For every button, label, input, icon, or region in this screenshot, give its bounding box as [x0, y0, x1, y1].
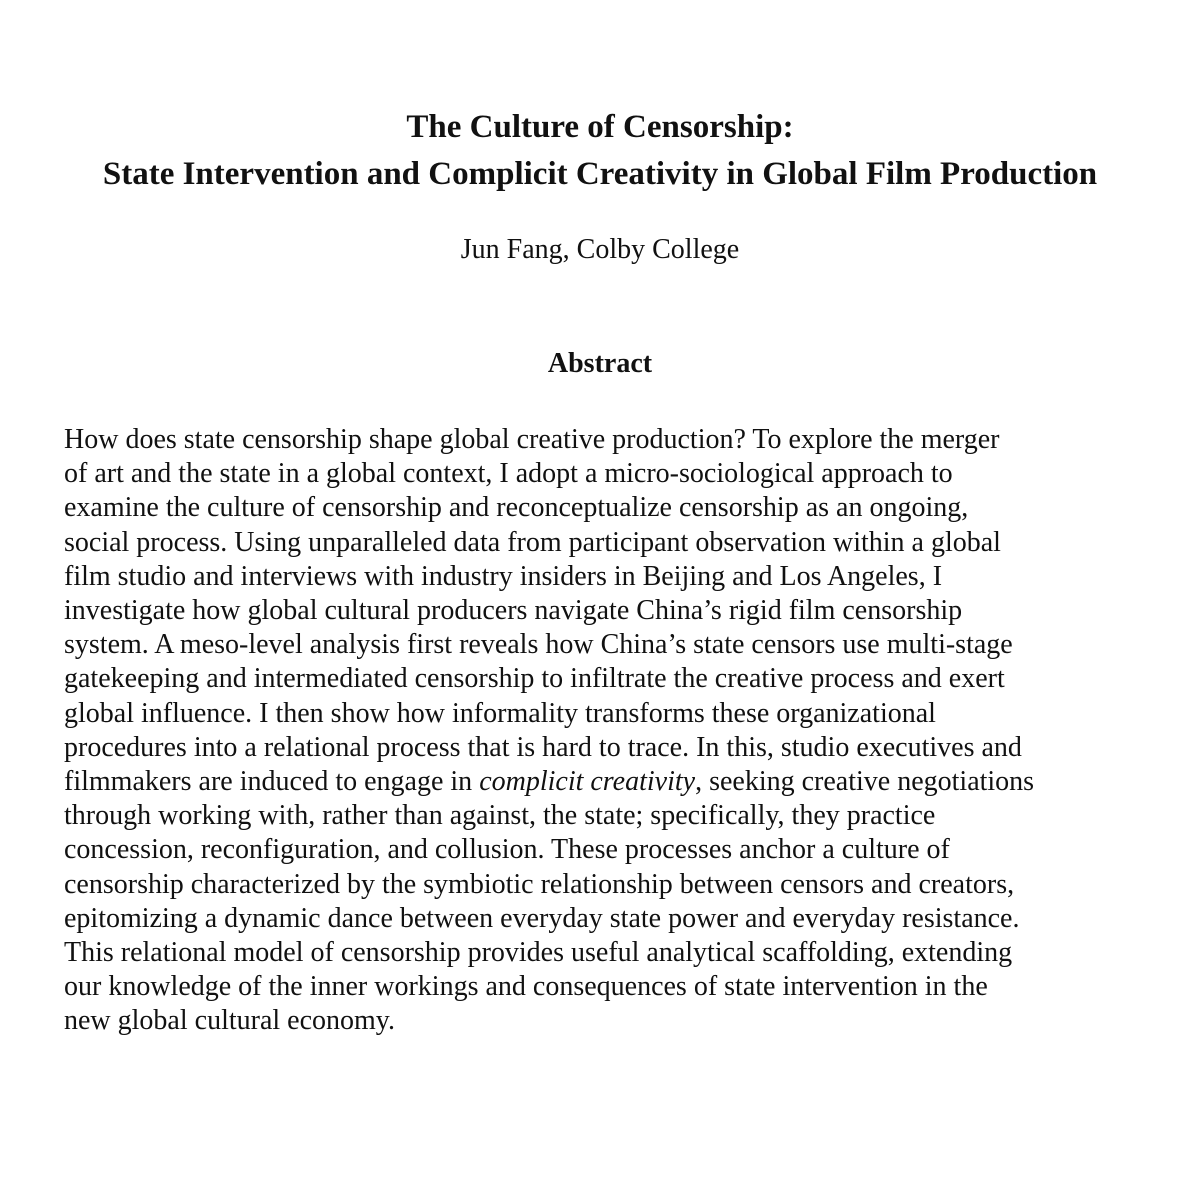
abstract-line: concession, reconfiguration, and collusion. These processes anchor a culture of: [64, 834, 950, 866]
abstract-line: gatekeeping and intermediated censorship to infiltrate the creative process and exert: [64, 663, 1005, 695]
abstract-line-with-italic: [64, 765, 1164, 799]
abstract-line: This relational model of censorship provides useful analytical scaffolding, extending: [64, 937, 1013, 969]
abstract-body: [64, 423, 1164, 1039]
abstract-line: through working with, rather than against, the state; specifically, they practice: [64, 800, 936, 832]
abstract-line: global influence. I then show how informality transforms these organizational: [64, 697, 936, 729]
abstract-heading: Abstract: [547, 348, 653, 379]
author-affiliation: Jun Fang, Colby College: [460, 234, 740, 265]
italic-term: complicit creativity: [479, 766, 696, 798]
title-line-1: The Culture of Censorship:: [406, 109, 794, 145]
abstract-line: epitomizing a dynamic dance between everyday state power and everyday resistance.: [64, 902, 1020, 934]
abstract-line: procedures into a relational process that is hard to trace. In this, studio executives and: [64, 731, 1022, 763]
abstract-line: censorship characterized by the symbiotic relationship between censors and creators,: [64, 868, 1015, 900]
abstract-line: examine the culture of censorship and reconceptualize censorship as an ongoing,: [64, 492, 969, 524]
abstract-line: social process. Using unparalleled data from participant observation within a global: [64, 526, 1001, 558]
abstract-line-segment: , seeking creative negotiations: [695, 766, 1035, 798]
abstract-line-segment: filmmakers are induced to engage in: [64, 766, 480, 798]
abstract-line: film studio and interviews with industry insiders in Beijing and Los Angeles, I: [64, 560, 943, 592]
abstract-line: How does state censorship shape global creative production? To explore the merger: [64, 424, 1000, 455]
abstract-line: our knowledge of the inner workings and consequences of state intervention in the: [64, 971, 988, 1003]
abstract-line: new global cultural economy.: [64, 1005, 395, 1037]
abstract-line: of art and the state in a global context, I adopt a micro-sociological approach to: [64, 458, 953, 490]
title-line-2: State Intervention and Complicit Creativity in Global Film Production: [102, 156, 1098, 192]
abstract-line: investigate how global cultural producers navigate China’s rigid film censorship: [64, 595, 963, 627]
paper-title: [0, 104, 1200, 198]
abstract-line: system. A meso-level analysis first reveals how China’s state censors use multi-stage: [64, 629, 1013, 661]
